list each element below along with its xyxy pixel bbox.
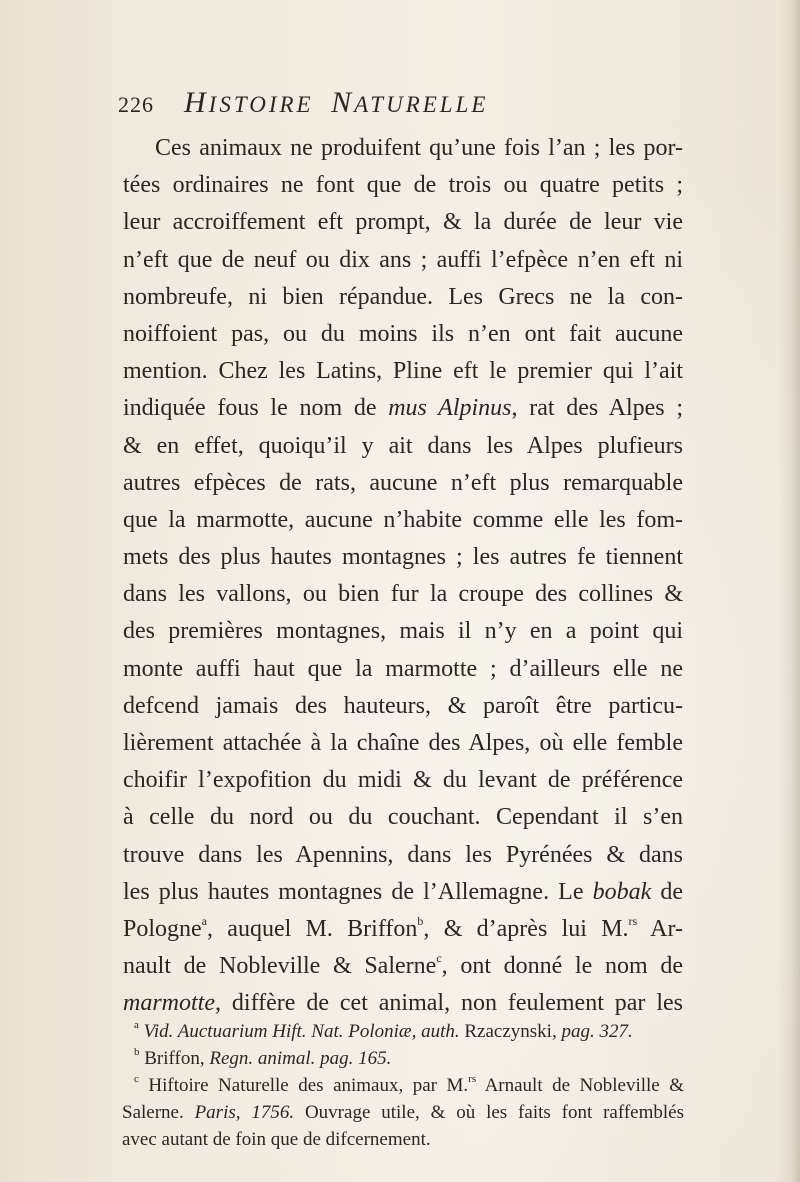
term-marmotte: marmotte, bbox=[123, 990, 221, 1017]
text-line: choifir l’expofition du midi & du levant de préférence bbox=[123, 767, 683, 794]
species-name-bobak: bobak bbox=[592, 878, 652, 905]
footnote-c-continued: Salerne. Paris, 1756. Ouvrage utile, & où les faits font raffemblés bbox=[122, 1102, 684, 1123]
text-line: mention. Chez les Latins, Pline eft le premier qui l’ait bbox=[123, 358, 683, 385]
text-line: defcend jamais des hauteurs, & paroît être particu- bbox=[123, 692, 683, 719]
running-head bbox=[118, 86, 678, 120]
page-number: 226 bbox=[118, 92, 154, 117]
text-line: Pologne$^a$, auquel M. Briffon$^b$, & d’après lui M.$^{rs}$ Ar- bbox=[123, 913, 683, 942]
text-line: Ces animaux ne produifent qu’une fois l’an ; les por- bbox=[155, 135, 683, 161]
footnote-ref-a[interactable]: a bbox=[201, 913, 207, 928]
text-line: monte auffi haut que la marmotte ; d’ailleurs elle ne bbox=[123, 655, 683, 682]
footnote-c-end: avec autant de foin que de difcernement. bbox=[122, 1129, 431, 1150]
footnote-b: $^b$ Briffon, Regn. animal. pag. 165. bbox=[134, 1046, 392, 1069]
footnotes bbox=[122, 1018, 684, 1153]
footnote-ref-c[interactable]: c bbox=[436, 951, 442, 966]
text-line: autres efpèces de rats, aucune n’eft plus remarquable bbox=[123, 469, 683, 496]
text-line: lièrement attachée à la chaîne des Alpes, où elle femble bbox=[123, 730, 683, 756]
text-line: nault de Nobleville & Salerne$^c$, ont donné le nom de bbox=[123, 951, 683, 980]
text-line: des premières montagnes, mais il n’y en a point qui bbox=[123, 618, 683, 645]
text-line: à celle du nord ou du couchant. Cependant il s’en bbox=[123, 804, 683, 831]
running-title: HISTOIRE NATURELLE bbox=[184, 86, 489, 119]
text-line: les plus hautes montagnes de l’Allemagne. Le bobak de bbox=[123, 878, 683, 905]
text-line: indiquée fous le nom de mus Alpinus, rat des Alpes ; bbox=[123, 395, 683, 422]
text-line: trouve dans les Apennins, dans les Pyrénées & dans bbox=[123, 841, 683, 868]
footnote-marker-c: c bbox=[134, 1073, 139, 1085]
text-line: noiffoient pas, ou du moins ils n’en ont fait aucune bbox=[123, 320, 683, 347]
text-line: nombreufe, ni bien répandue. Les Grecs ne la con- bbox=[123, 283, 683, 310]
text-line: dans les vallons, ou bien fur la croupe des collines & bbox=[123, 581, 683, 608]
main-text bbox=[123, 130, 683, 1023]
text-line: mets des plus hautes montagnes ; les autres fe tiennent bbox=[123, 544, 683, 571]
text-line: & en effet, quoiqu’il y ait dans les Alpes plufieurs bbox=[123, 432, 683, 459]
latin-name: mus Alpinus bbox=[388, 395, 512, 422]
text-line: marmotte, diffère de cet animal, non feulement par les bbox=[123, 990, 683, 1017]
abbrev-superscript: rs bbox=[628, 913, 638, 928]
footnote-marker-b: b bbox=[134, 1046, 140, 1058]
text-line: que la marmotte, aucune n’habite comme elle les fom- bbox=[123, 506, 683, 533]
text-line: leur accroiffement eft prompt, & la durée de leur vie bbox=[123, 209, 683, 236]
text-line: n’eft que de neuf ou dix ans ; auffi l’efpèce n’en eft ni bbox=[123, 246, 683, 273]
footnote-ref-b[interactable]: b bbox=[417, 913, 424, 928]
text-line: tées ordinaires ne font que de trois ou quatre petits ; bbox=[123, 172, 683, 199]
footnote-marker-a: a bbox=[134, 1019, 139, 1031]
footnote-a: $^a$ Vid. Auctuarium Hift. Nat. Poloniæ, auth. Rzaczynski, pag. 327. bbox=[134, 1019, 633, 1042]
footnote-c: $^c$ Hiftoire Naturelle des animaux, par M.$^{rs}$ Arnault de Nobleville & bbox=[134, 1073, 684, 1096]
page-edge-shadow bbox=[778, 0, 800, 1182]
